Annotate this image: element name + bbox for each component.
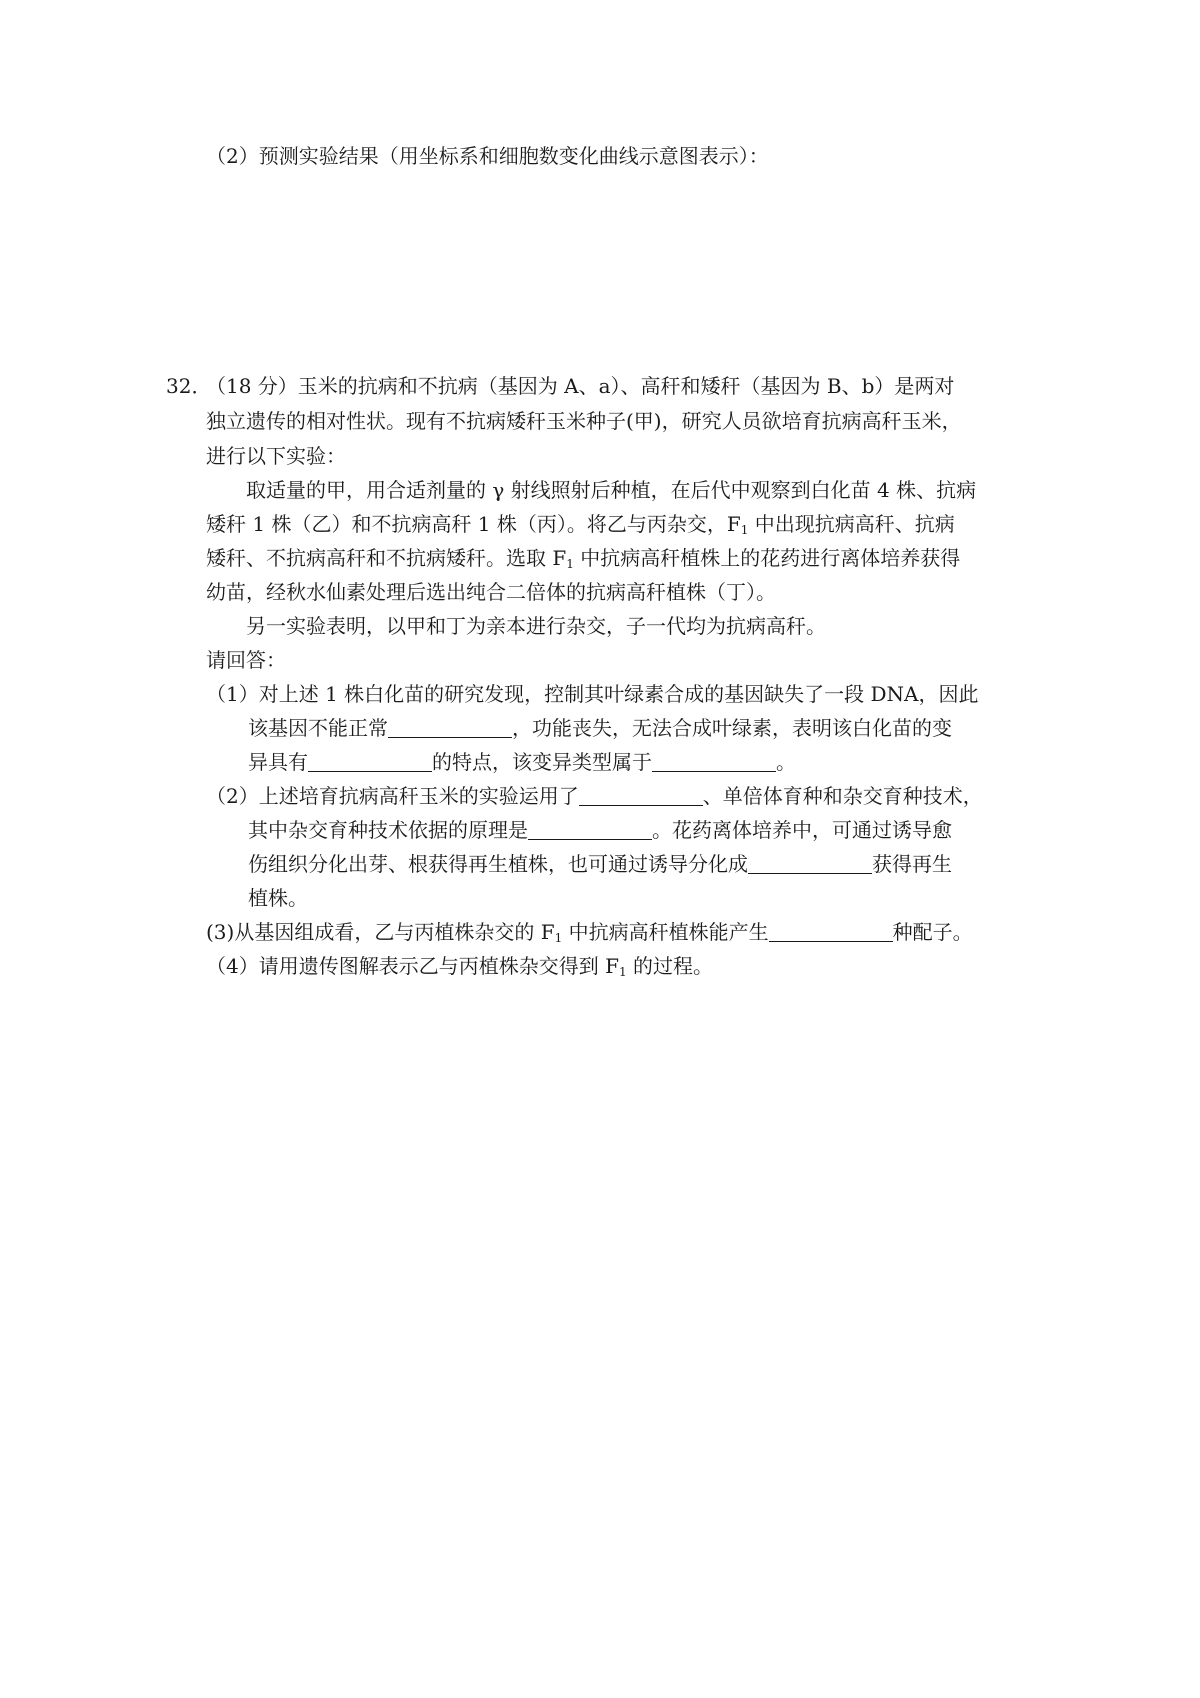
q2-line-2: 其中杂交育种技术依据的原理是 。花药离体培养中，可通过诱导愈: [248, 818, 952, 842]
q2-line-4: 植株。: [248, 886, 308, 910]
q1-line-3: 异具有 的特点，该变异类型属于 。: [248, 750, 796, 774]
experiment-line-2-a: 矮秆 1 株（乙）和不抗病高秆 1 株（丙）。将乙与丙杂交，: [206, 512, 727, 536]
experiment-line-2-b: 中出现抗病高秆、抗病: [754, 512, 955, 536]
experiment-line-2: [206, 508, 955, 541]
f1-label: $F_1$: [605, 954, 627, 979]
q1-line-2: 该基因不能正常 ，功能丧失，无法合成叶绿素，表明该白化苗的变: [248, 716, 952, 740]
q2-line-1: （2）上述培育抗病高秆玉米的实验运用了 、单倍体育种和杂交育种技术，: [206, 784, 983, 808]
answer-blank[interactable]: [748, 853, 872, 874]
experiment-line-1: 取适量的甲，用合适剂量的 γ 射线照射后种植，在后代中观察到白化苗 4 株、抗病: [246, 478, 977, 502]
experiment-line-3-a: 矮秆、不抗病高秆和不抗病矮秆。选取: [206, 546, 553, 570]
experiment-line-3-b: 中抗病高秆植株上的花药进行离体培养获得: [580, 546, 961, 570]
answer-blank[interactable]: [579, 785, 703, 806]
experiment-line-3: [206, 542, 960, 575]
please-answer: 请回答：: [206, 648, 286, 672]
q3-line: (3)从基因组成看，乙与丙植株杂交的 $F_1$ 中抗病高秆植株能产生 种配子。: [206, 920, 973, 945]
q2-line-3: 伤组织分化出芽、根获得再生植株，也可通过诱导分化成 获得再生: [248, 852, 952, 876]
answer-blank[interactable]: [388, 717, 512, 738]
experiment-line-4: 幼苗，经秋水仙素处理后选出纯合二倍体的抗病高秆植株（丁）。: [206, 580, 776, 604]
top-item-2: （2）预测实验结果（用坐标系和细胞数变化曲线示意图表示）：: [206, 144, 769, 168]
f1-label: $F_1$: [726, 512, 749, 537]
question-stem-line-2: 独立遗传的相对性状。现有不抗病矮秆玉米种子(甲)，研究人员欲培育抗病高秆玉米，: [206, 409, 962, 433]
f1-label: $F_1$: [552, 546, 574, 571]
question-stem-line-1: （18 分）玉米的抗病和不抗病（基因为 A、a）、高秆和矮秆（基因为 B、b）是两对: [206, 374, 955, 398]
f1-label: $F_1$: [540, 920, 563, 945]
answer-blank[interactable]: [528, 819, 652, 840]
question-stem-line-3: 进行以下实验：: [206, 444, 346, 468]
q4-line: （4）请用遗传图解表示乙与丙植株杂交得到 $F_1$ 的过程。: [206, 954, 713, 979]
answer-blank[interactable]: [769, 921, 893, 942]
experiment-line-5: 另一实验表明，以甲和丁为亲本进行杂交，子一代均为抗病高秆。: [246, 614, 826, 638]
answer-blank[interactable]: [652, 751, 776, 772]
q1-line-1: （1）对上述 1 株白化苗的研究发现，控制其叶绿素合成的基因缺失了一段 DNA，因此: [206, 682, 979, 706]
question-number: 32．: [166, 374, 212, 398]
answer-blank[interactable]: [308, 751, 432, 772]
